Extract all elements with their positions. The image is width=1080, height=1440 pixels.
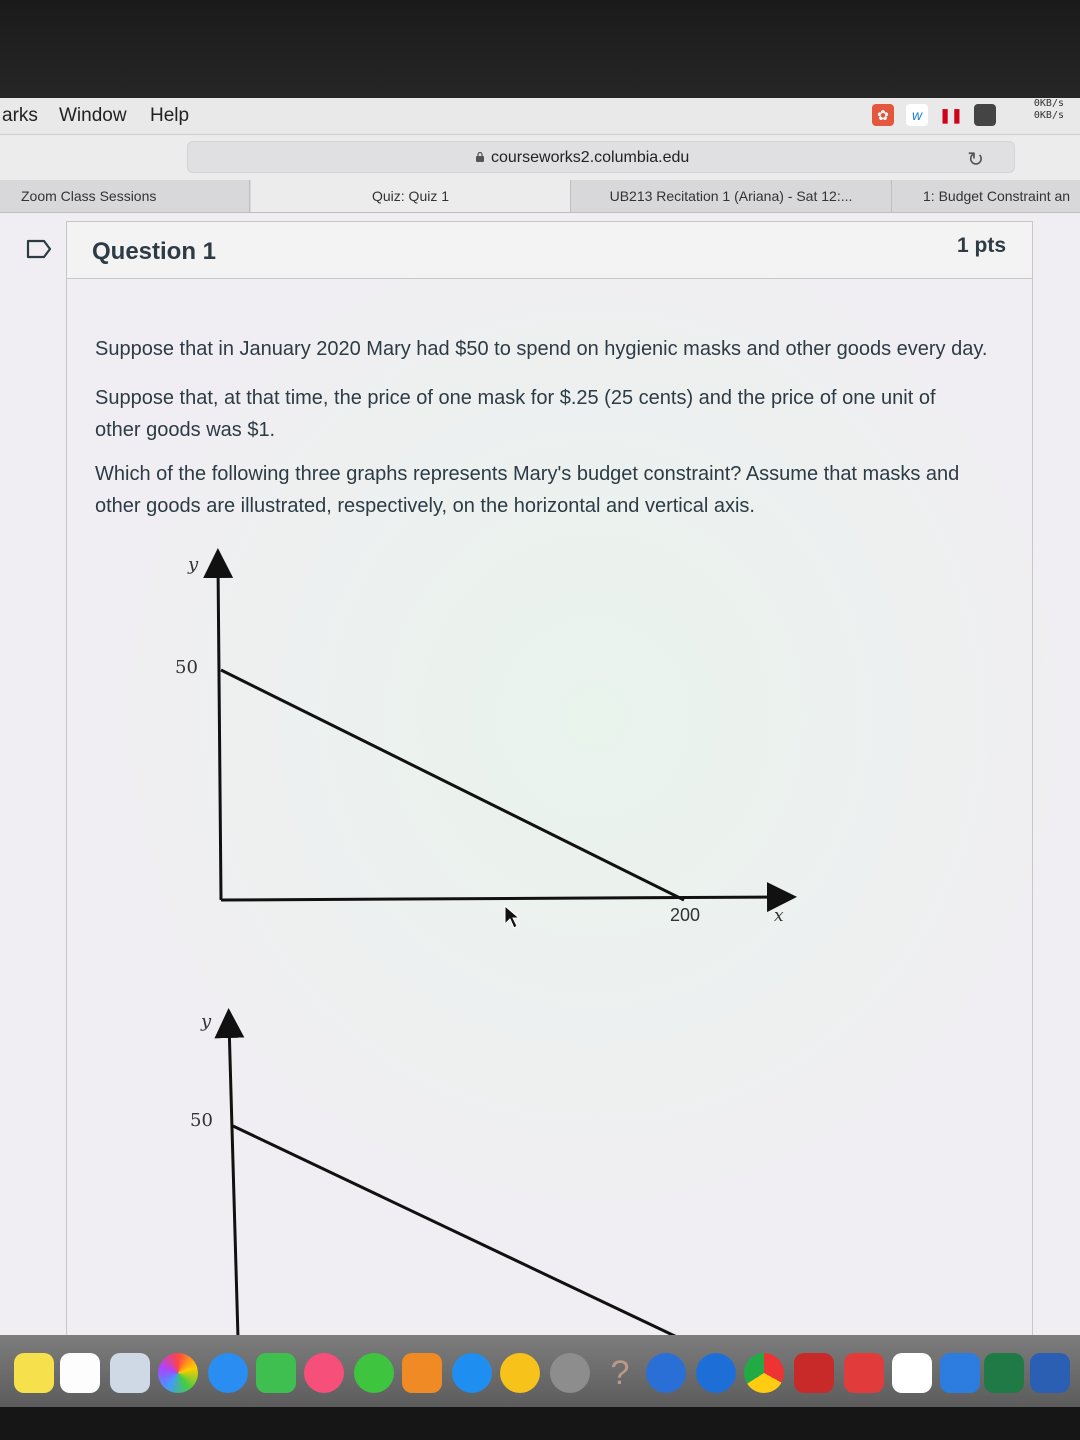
url-text: courseworks2.columbia.edu [491,149,690,166]
wave-app-icon[interactable] [892,1353,932,1393]
graph-1-y-label: y [188,554,199,575]
graphs-area [67,278,1032,1338]
question-text-1: Suppose that in January 2020 Mary had $50 to spend on hygienic masks and other goods every day. [95,338,988,360]
network-speed [1034,98,1064,122]
question-text-2: Suppose that, at that time, the price of one mask for $.25 (25 cents) and the price of one unit of other goods was $1. [95,387,936,441]
mouse-cursor-icon [505,906,519,928]
question-title: Question 1 [92,238,217,265]
net-up-speed: 0KB/s [1033,98,1064,109]
tab-recitation[interactable] [571,180,892,212]
wave-tray-icon[interactable]: w [906,104,928,126]
preview-icon[interactable] [110,1353,150,1393]
graph-1-x-intercept-label: 200 [670,905,701,925]
net-down-speed: 0KB/s [1033,110,1064,121]
screen-bezel-bottom [0,1407,1080,1440]
app-tray-icon[interactable]: ✿ [872,104,894,126]
teamviewer-icon[interactable] [696,1353,736,1393]
browser-toolbar [0,135,1080,180]
menu-window[interactable]: Window [59,105,127,126]
cat-tray-icon[interactable] [974,104,996,126]
menu-bar [0,98,1080,135]
flag-question-icon[interactable] [26,239,52,259]
keynote-icon[interactable] [500,1353,540,1393]
tab-zoom-class-sessions[interactable] [0,180,250,212]
tab-label: Zoom Class Sessions [21,188,157,204]
reminders-icon[interactable] [60,1353,100,1393]
graph-2-y-intercept-label: 50 [190,1110,213,1131]
menu-bookmarks[interactable]: arks [2,105,38,126]
question-body [66,278,1033,1338]
graph-1-x-label: x [774,906,784,926]
notes-icon[interactable] [14,1353,54,1393]
app-store-icon[interactable] [452,1353,492,1393]
tab-bar [0,180,1080,213]
question-header [66,221,1033,279]
screen-bezel-top [0,0,1080,98]
menu-help[interactable]: Help [150,105,190,126]
address-bar[interactable] [187,141,1015,173]
question-points: 1 pts [956,234,1006,257]
question-text-3: Which of the following three graphs represents Mary's budget constraint? Assume that masks and other goods are illustrated, respectively, on the horizontal and vertical axis. [95,463,960,517]
music-icon[interactable] [304,1353,344,1393]
graph-1-budget-line [221,670,684,900]
tab-label: 1: Budget Constraint an [923,188,1071,204]
graph-1 [175,554,784,926]
parallels-icon[interactable] [794,1353,834,1393]
system-preferences-icon[interactable] [550,1353,590,1393]
dock [0,1335,1080,1407]
chrome-icon[interactable] [744,1353,784,1393]
tab-quiz[interactable] [251,180,571,212]
help-icon[interactable]: ? [610,1354,630,1392]
lecture-app-icon[interactable] [844,1353,884,1393]
graph-1-y-axis [218,563,221,900]
quiz-page [0,213,1080,1335]
tab-budget-constraint[interactable] [892,180,1080,212]
wechat-icon[interactable] [354,1353,394,1393]
reload-icon[interactable]: ↻ [967,149,984,171]
graph-2-y-axis [229,1023,238,1338]
browser-icon[interactable] [646,1353,686,1393]
messages-icon[interactable] [208,1353,248,1393]
word-icon[interactable] [1030,1353,1070,1393]
books-icon[interactable] [402,1353,442,1393]
graph-1-y-intercept-label: 50 [175,657,198,678]
graph-1-x-axis [221,897,782,900]
lock-icon [475,152,485,162]
tab-label: UB213 Recitation 1 (Ariana) - Sat 12:... [609,188,853,204]
windows-icon[interactable] [940,1353,980,1393]
graph-2-y-label: y [201,1011,212,1032]
graph-2 [190,1011,679,1338]
facetime-icon[interactable] [256,1353,296,1393]
graph-2-budget-line [233,1126,679,1338]
pause-tray-icon[interactable]: ❚❚ [939,106,963,123]
status-tray [872,102,1008,128]
tab-label: Quiz: Quiz 1 [371,188,450,204]
photos-icon[interactable] [158,1353,198,1393]
excel-icon[interactable] [984,1353,1024,1393]
